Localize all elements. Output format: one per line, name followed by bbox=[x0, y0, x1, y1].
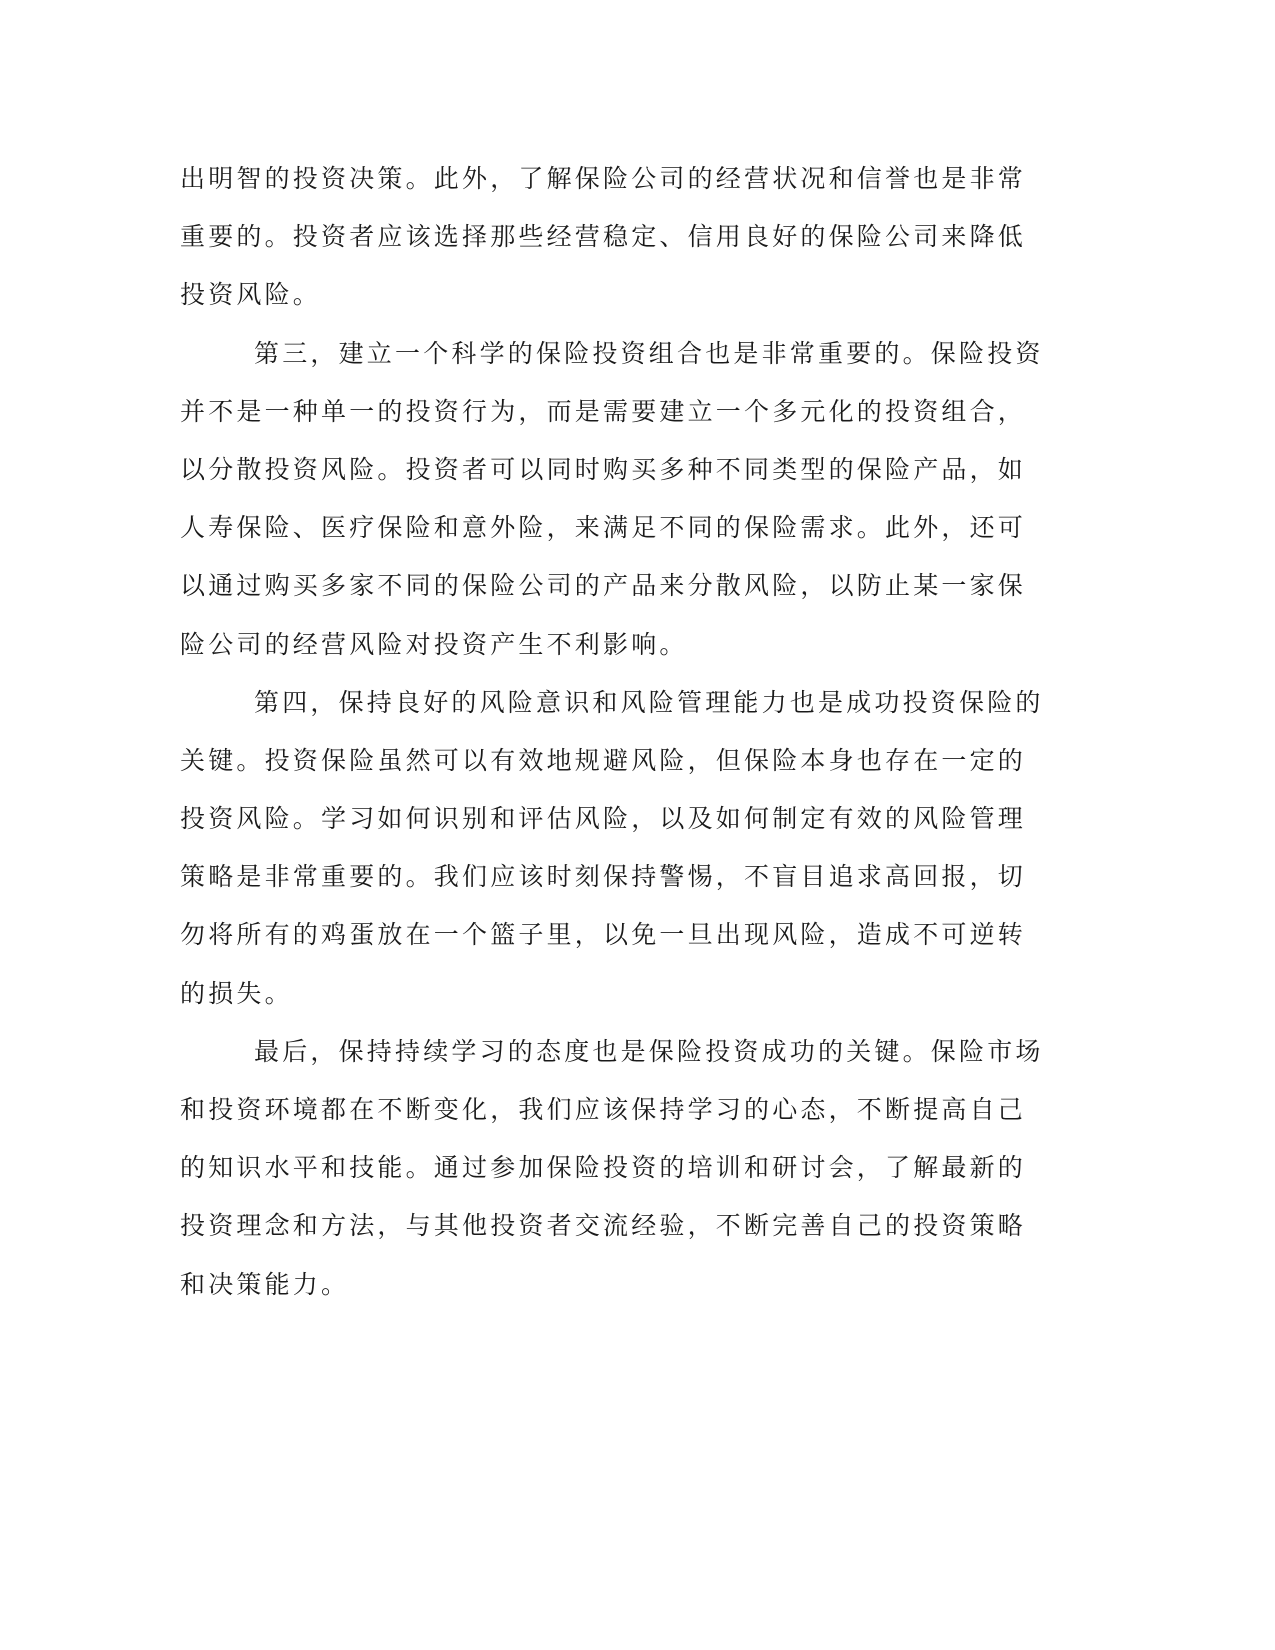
text-line: 投资风险。 bbox=[180, 280, 322, 310]
text-line: 出明智的投资决策。此外，了解保险公司的经营状况和信誉也是非常 bbox=[180, 164, 1027, 193]
text-line: 投资理念和方法，与其他投资者交流经验，不断完善自己的投资策略 bbox=[180, 1211, 1027, 1241]
text-line: 第四，保持良好的风险意识和风险管理能力也是成功投资保险的 bbox=[254, 687, 1044, 717]
text-line: 以通过购买多家不同的保险公司的产品来分散风险，以防止某一家保 bbox=[180, 571, 1027, 601]
text-line: 的知识水平和技能。通过参加保险投资的培训和研讨会，了解最新的 bbox=[180, 1153, 1027, 1183]
paragraph-1 bbox=[180, 150, 1040, 325]
text-line: 和决策能力。 bbox=[180, 1269, 350, 1299]
document-body bbox=[180, 150, 1044, 1314]
text-line: 策略是非常重要的。我们应该时刻保持警惕，不盲目追求高回报，切 bbox=[180, 862, 1027, 892]
text-line: 险公司的经营风险对投资产生不利影响。 bbox=[180, 629, 688, 659]
text-line: 并不是一种单一的投资行为，而是需要建立一个多元化的投资组合， bbox=[180, 396, 1027, 426]
text-line: 最后，保持持续学习的态度也是保险投资成功的关键。保险市场 bbox=[254, 1036, 1044, 1066]
text-line: 以分散投资风险。投资者可以同时购买多种不同类型的保险产品，如 bbox=[180, 454, 1027, 484]
text-line: 和投资环境都在不断变化，我们应该保持学习的心态，不断提高自己 bbox=[180, 1095, 1027, 1124]
text-line: 重要的。投资者应该选择那些经营稳定、信用良好的保险公司来降低 bbox=[180, 222, 1027, 252]
text-line: 投资风险。学习如何识别和评估风险，以及如何制定有效的风险管理 bbox=[180, 804, 1027, 834]
text-line: 的损失。 bbox=[180, 978, 293, 1008]
text-line: 关键。投资保险虽然可以有效地规避风险，但保险本身也存在一定的 bbox=[180, 745, 1027, 775]
paragraph-2 bbox=[180, 325, 1044, 674]
paragraph-3 bbox=[180, 674, 1044, 1023]
paragraph-4 bbox=[180, 1023, 1044, 1314]
text-line: 第三，建立一个科学的保险投资组合也是非常重要的。保险投资 bbox=[254, 338, 1044, 368]
text-line: 人寿保险、医疗保险和意外险，来满足不同的保险需求。此外，还可 bbox=[180, 513, 1027, 543]
text-line: 勿将所有的鸡蛋放在一个篮子里，以免一旦出现风险，造成不可逆转 bbox=[180, 920, 1027, 950]
